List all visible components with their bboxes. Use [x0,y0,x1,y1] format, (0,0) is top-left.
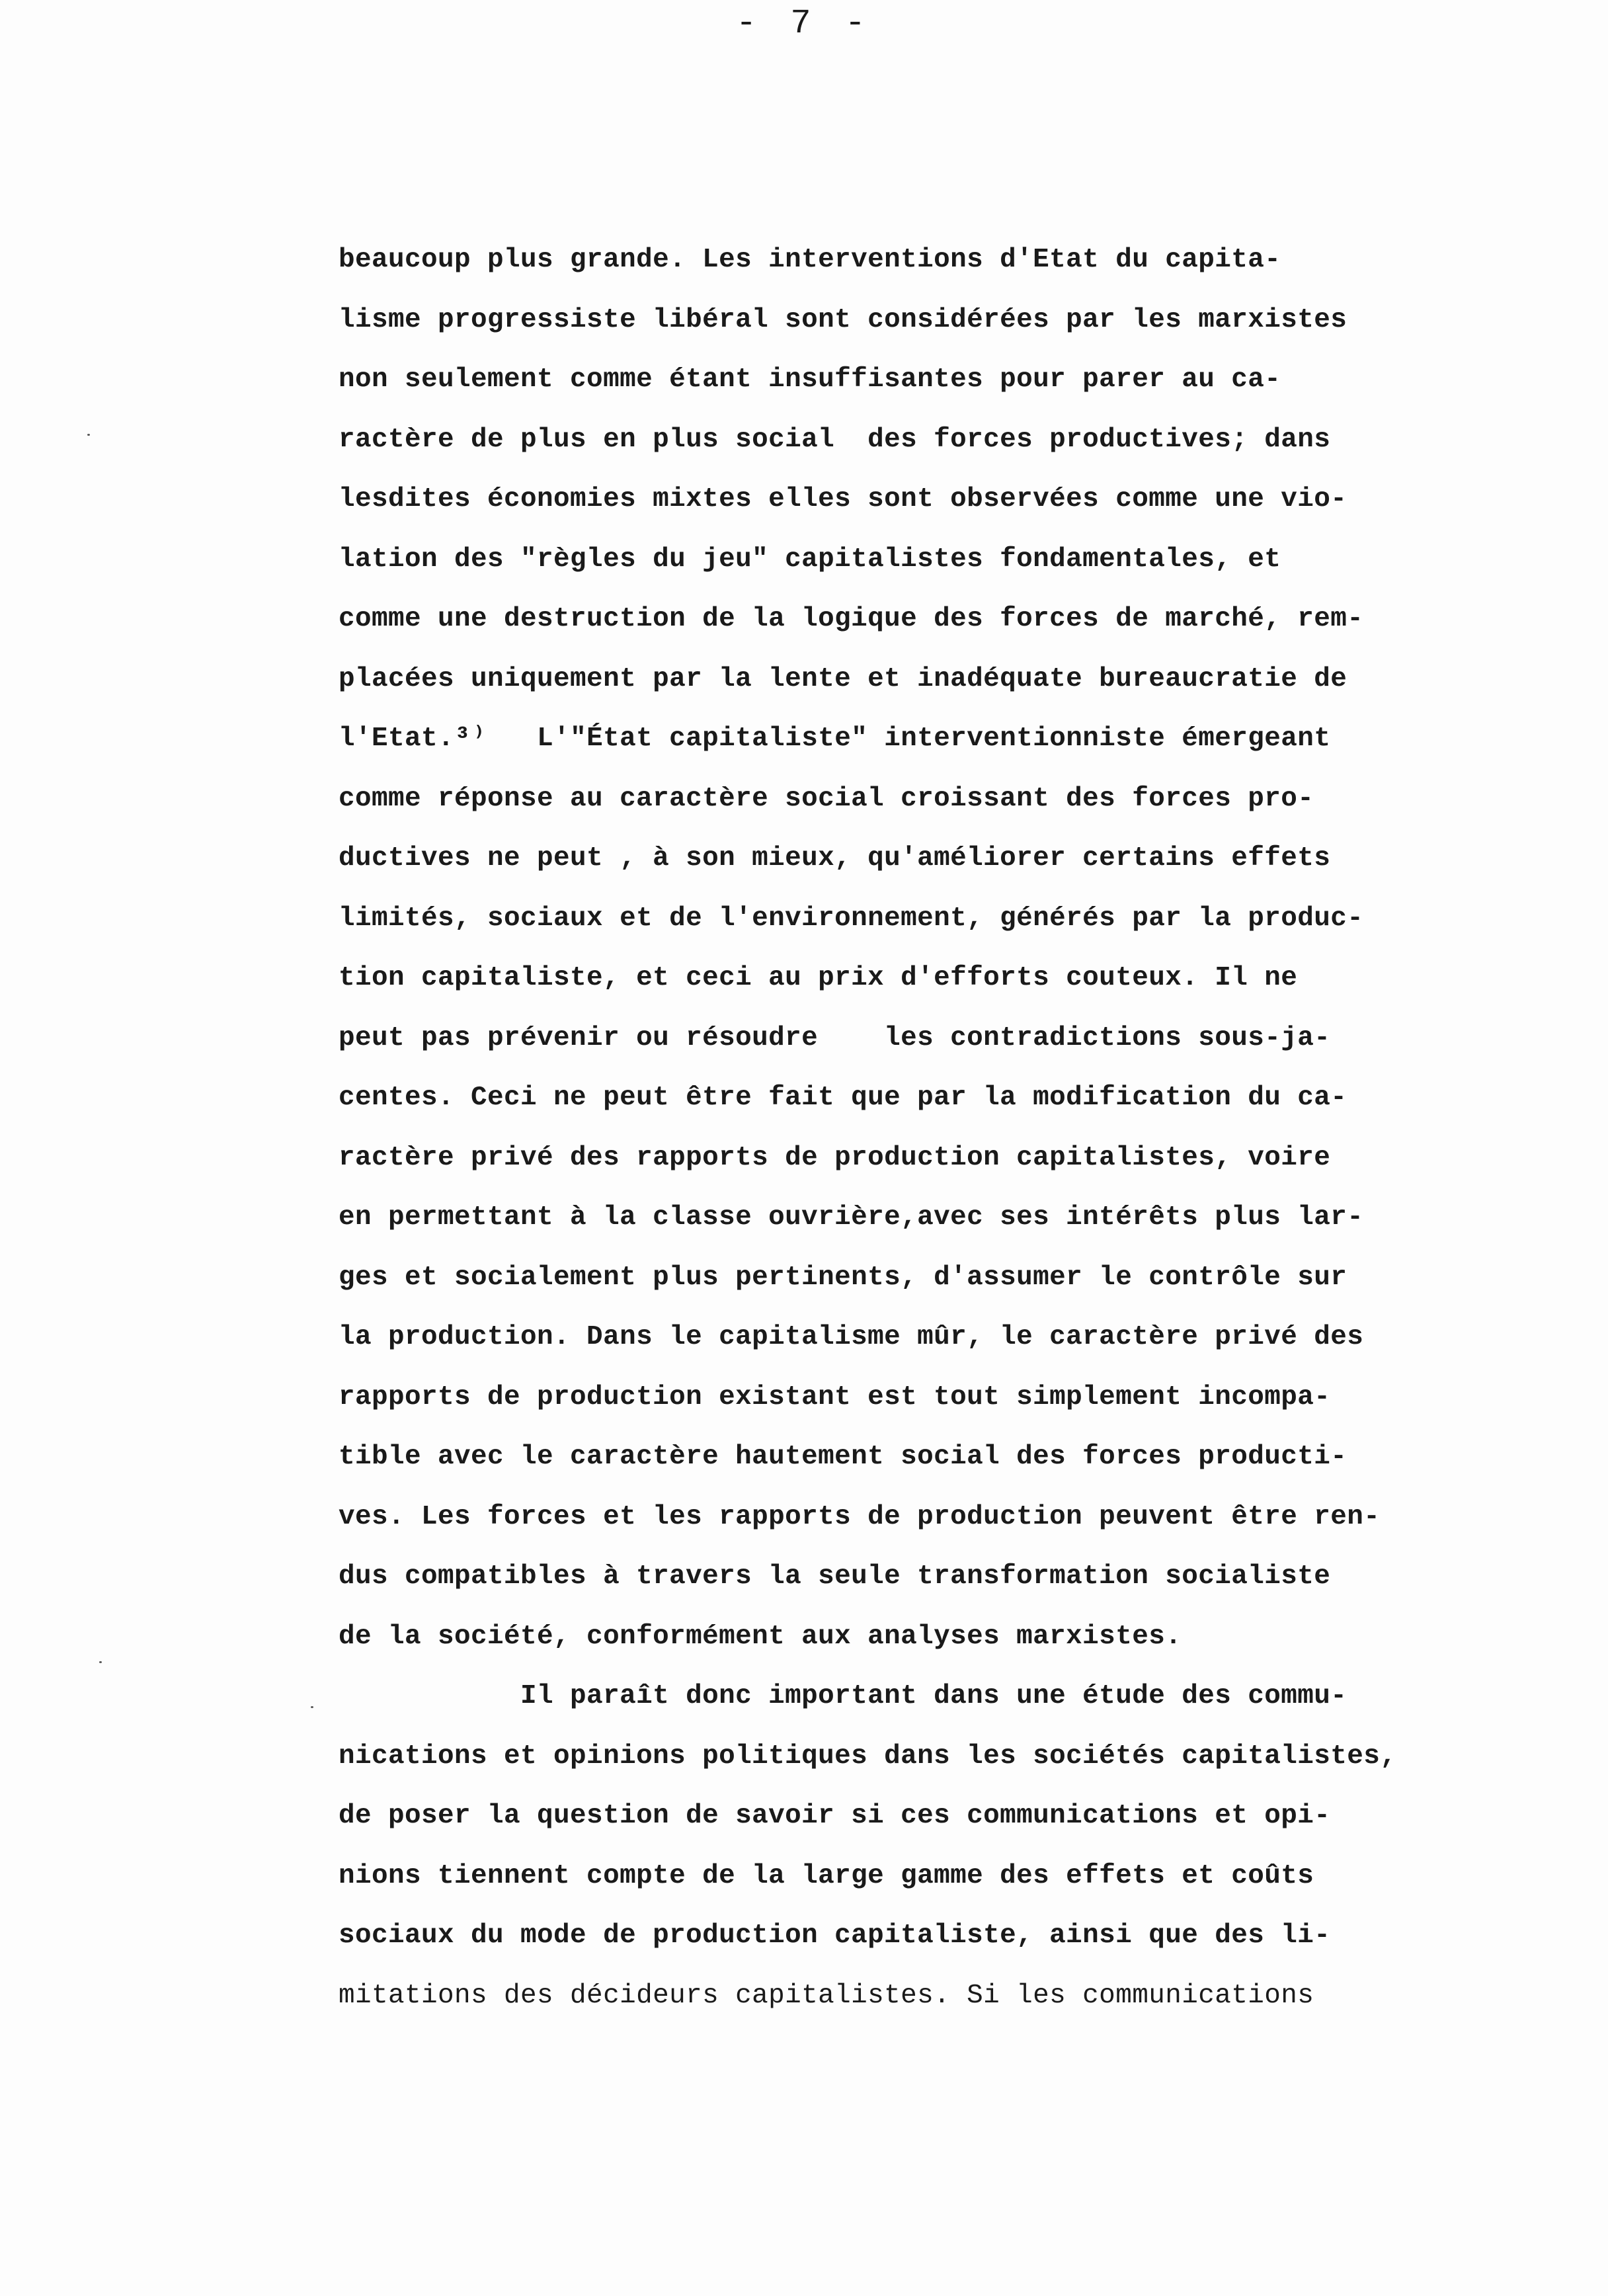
text-line: ges et socialement plus pertinents, d'assumer le contrôle sur [339,1262,1347,1293]
page-number: - 7 - [735,4,873,43]
text-line: mitations des décideurs capitalistes. Si les communications [339,1980,1314,2011]
text-line: lation des "règles du jeu" capitalistes fondamentales, et [339,544,1281,575]
text-line: non seulement comme étant insuffisantes pour parer au ca- [339,364,1281,395]
text-line: comme une destruction de la logique des forces de marché, rem- [339,604,1364,634]
text-line: ductives ne peut , à son mieux, qu'améliorer certains effets [339,843,1331,874]
text-line: de la société, conformément aux analyses marxistes. [339,1621,1182,1652]
body-text [339,230,1595,2026]
scan-speck [311,1706,313,1708]
text-line: tible avec le caractère hautement social des forces producti- [339,1442,1347,1472]
text-line: nications et opinions politiques dans les sociétés capitalistes, [339,1741,1397,1772]
text-line: lisme progressiste libéral sont considérées par les marxistes [339,304,1347,335]
text-line: lesdites économies mixtes elles sont observées comme une vio- [339,484,1347,514]
text-line: de poser la question de savoir si ces communications et opi- [339,1801,1331,1831]
text-line: peut pas prévenir ou résoudre les contradictions sous-ja- [339,1022,1331,1053]
scan-speck [99,1661,102,1663]
text-line: comme réponse au caractère social croissant des forces pro- [339,783,1314,814]
text-line: tion capitaliste, et ceci au prix d'efforts couteux. Il ne [339,963,1298,993]
text-line: Il paraît donc important dans une étude des commu- [339,1681,1347,1711]
text-line: ves. Les forces et les rapports de production peuvent être ren- [339,1501,1381,1532]
scan-speck [87,434,90,436]
text-line: beaucoup plus grande. Les interventions d'Etat du capita- [339,245,1281,275]
text-line: ractère de plus en plus social des forces productives; dans [339,424,1331,455]
text-line: en permettant à la classe ouvrière,avec ses intérêts plus lar- [339,1202,1364,1233]
text-line: dus compatibles à travers la seule transformation socialiste [339,1561,1331,1592]
text-line: ractère privé des rapports de production capitalistes, voire [339,1142,1331,1173]
text-line: centes. Ceci ne peut être fait que par la modification du ca- [339,1083,1347,1113]
text-line: nions tiennent compte de la large gamme des effets et coûts [339,1860,1314,1891]
text-line: placées uniquement par la lente et inadéquate bureaucratie de [339,663,1347,694]
text-line: sociaux du mode de production capitaliste, ainsi que des li- [339,1920,1331,1951]
text-line: limités, sociaux et de l'environnement, générés par la produc- [339,903,1364,934]
text-line: la production. Dans le capitalisme mûr, le caractère privé des [339,1322,1364,1352]
text-line: rapports de production existant est tout simplement incompa- [339,1381,1331,1413]
text-line: l'Etat.³⁾ L'"État capitaliste" interventionniste émergeant [339,723,1331,754]
